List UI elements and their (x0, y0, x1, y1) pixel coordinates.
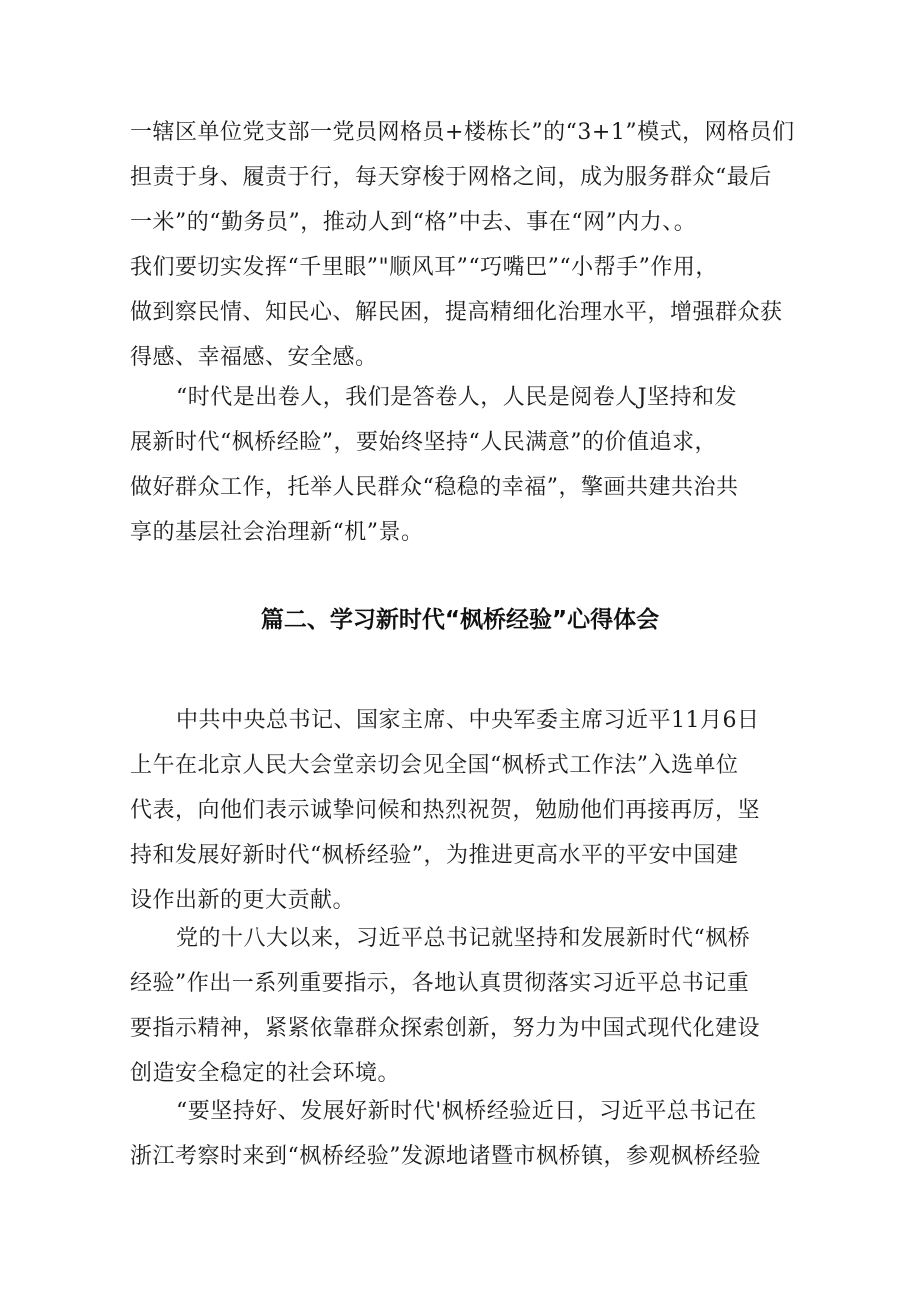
paragraph-line: 设作出新的更大贡献。 (130, 888, 356, 913)
paragraph-line: “要坚持好、发展好新时代'枫桥经验近日，习近平总书记在 (176, 1099, 757, 1124)
paragraph-line: 担责于身、履责于行，每天穿梭于网格之间，成为服务群众“最后 (130, 165, 772, 190)
paragraph-line: 代表，向他们表示诚挚问候和热烈祝贺，勉励他们再接再厉，坚 (130, 798, 761, 823)
paragraph-line: 浙江考察时来到“枫桥经验”发源地诸暨市枫桥镇，参观枫桥经验 (130, 1144, 761, 1169)
paragraph-line: 一米”的“勤务员”，推动人到“格”中去、事在“网”内力、。 (130, 210, 697, 235)
section-heading: 篇二、学习新时代“枫桥经验”心得体会 (260, 607, 660, 633)
paragraph-line: 做到察民情、知民心、解民困，提高精细化治理水平，增强群众获 (130, 300, 783, 325)
paragraph-line: 创造安全稳定的社会环境。 (130, 1061, 401, 1086)
paragraph-line: 上午在北京人民大会堂亲切会见全国“枫桥式工作法”入选单位 (130, 753, 739, 778)
paragraph-line: 我们要切实发挥“千里眼”"顺风耳”“巧嘴巴”“小帮手”作用， (130, 255, 718, 280)
paragraph-line: 得感、幸福感、安全感。 (130, 345, 378, 370)
paragraph-line: 一辖区单位党支部一党员网格员+楼栋长”的“3+1”模式，网格员们 (130, 120, 795, 145)
paragraph-line: 享的基层社会治理新“机”景。 (130, 520, 424, 545)
paragraph-line: 做好群众工作，托举人民群众“稳稳的幸福”，擎画共建共治共 (130, 475, 739, 500)
paragraph-line: 经验”作出一系列重要指示，各地认真贯彻落实习近平总书记重 (130, 971, 750, 996)
paragraph-line: 中共中央总书记、国家主席、中央军委主席习近平11月6日 (176, 708, 760, 733)
paragraph-line: 党的十八大以来，习近平总书记就坚持和发展新时代“枫桥 (176, 926, 751, 951)
paragraph-line: “时代是出卷人，我们是答卷人，人民是阅卷人J坚持和发 (176, 385, 738, 410)
paragraph-line: 要指示精神，紧紧依靠群众探索创新，努力为中国式现代化建设 (130, 1016, 761, 1041)
paragraph-line: 展新时代“枫桥经睑”，要始终坚持“人民满意”的价值追求， (130, 430, 717, 455)
paragraph-line: 持和发展好新时代“枫桥经验”，为推进更高水平的平安中国建 (130, 843, 739, 868)
